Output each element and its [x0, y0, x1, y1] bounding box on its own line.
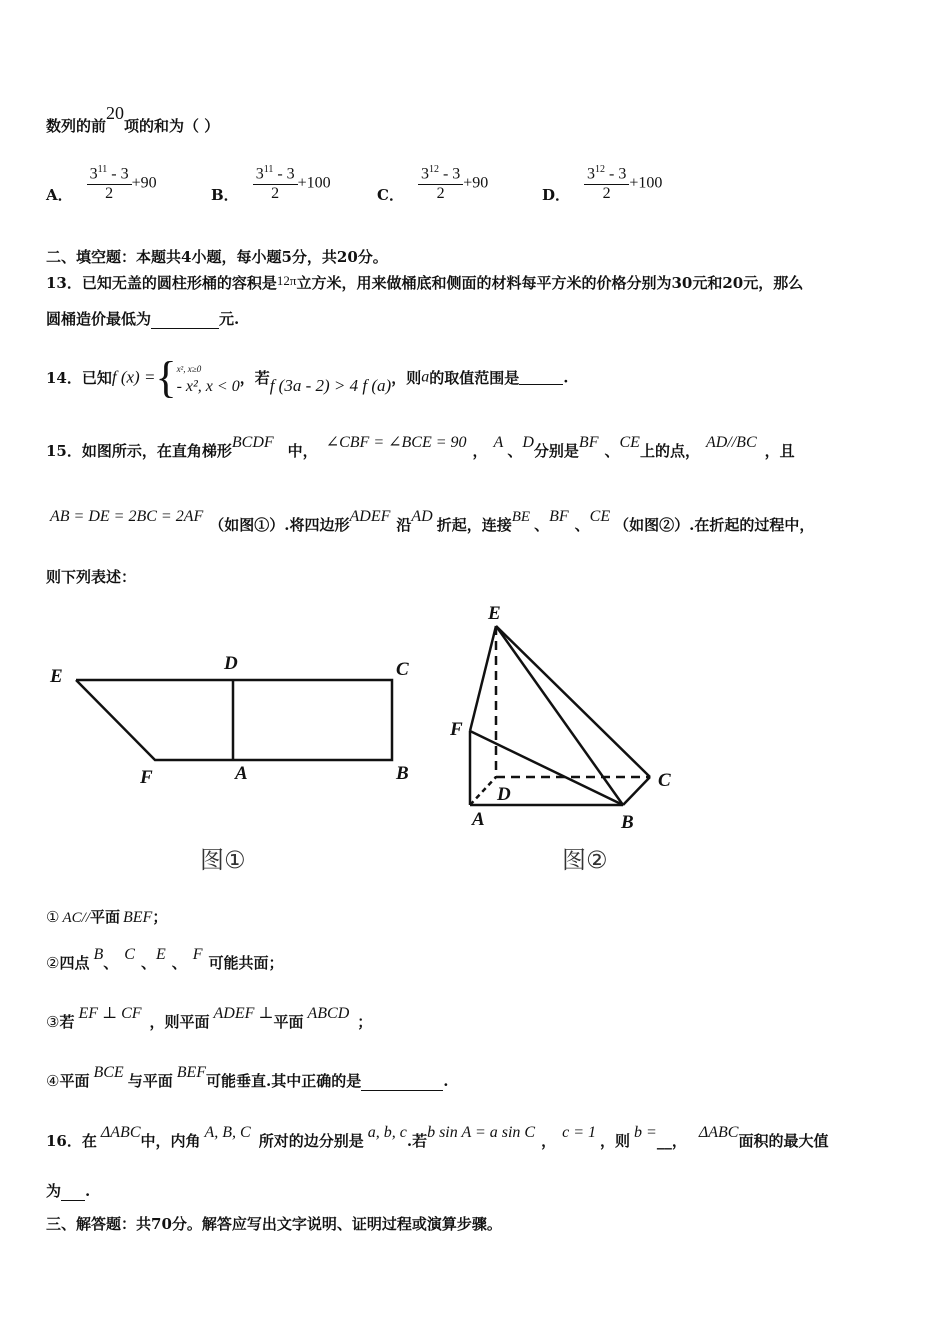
q15-comma1: ， — [472, 442, 488, 460]
q13-line2-end: 元. — [219, 310, 240, 328]
option-d-label: D． — [542, 186, 571, 204]
option-b-label: B． — [211, 186, 239, 204]
stmt1-end: ； — [152, 908, 168, 926]
q15-a: A — [493, 434, 504, 451]
q16-ruo: .若 — [406, 1132, 428, 1150]
option-d-tail: +100 — [629, 174, 663, 192]
option-a-base: 3 — [89, 165, 98, 183]
option-d-frac — [584, 164, 629, 202]
q15-dun3: 、 — [534, 516, 550, 534]
stmt2-e: E — [155, 946, 166, 963]
q15-ad-parallel: AD//BC — [705, 434, 757, 451]
q14-piecewise — [155, 352, 239, 403]
q14-answer-blank[interactable] — [519, 370, 563, 385]
stmt2-f: F — [192, 946, 203, 963]
stmt3-plane: 平面 — [273, 1013, 304, 1031]
stmt2-end: 可能共面； — [208, 954, 284, 972]
fig2-label-f: F — [450, 719, 463, 740]
q12-n: 20 — [106, 103, 125, 123]
stmt4-text: 可能垂直.其中正确的是 — [206, 1072, 362, 1090]
figure-2-lines — [470, 626, 650, 805]
stmt2-dun3: 、 — [171, 954, 187, 972]
q15-adef: ADEF — [349, 508, 391, 525]
fig2-label-a: A — [472, 809, 485, 830]
q12-stem — [46, 103, 220, 136]
stmt3-ruo: 若 — [59, 1013, 75, 1031]
stmt4-bef: BEF — [176, 1064, 207, 1081]
q15-line1 — [46, 434, 795, 461]
stmt4-end: . — [443, 1072, 449, 1090]
fig2-ef — [470, 626, 496, 731]
q16-sides: a, b, c — [367, 1124, 407, 1141]
q13-answer-blank[interactable] — [151, 314, 219, 329]
stmt3-then-plane: ，则平面 — [149, 1013, 210, 1031]
q15-intro: 15．如图所示，在直角梯形 — [46, 442, 232, 460]
q15-ad: AD — [411, 508, 433, 525]
q14-mid: ，若 — [239, 369, 270, 387]
option-d[interactable] — [542, 162, 662, 205]
q15-bf2: BF — [549, 508, 569, 525]
q16-b: b = — [634, 1124, 657, 1141]
option-a[interactable] — [46, 162, 157, 205]
q15-dun2: 、 — [604, 442, 620, 460]
fig1-label-e: E — [50, 666, 63, 687]
section-3-heading: 三、解答题：共70分。解答应写出文字说明、证明过程或演算步骤。 — [46, 1215, 502, 1233]
q13-post: 立方米，用来做桶底和侧面的材料每平方米的价格分别为30元和20元，那么 — [296, 274, 804, 292]
fig2-label-c: C — [658, 770, 671, 791]
option-b-frac — [253, 164, 298, 202]
option-a-label: A． — [46, 186, 73, 204]
q15-dun1: 、 — [507, 442, 523, 460]
fig2-caption: 图② — [562, 846, 608, 874]
statement-3 — [46, 1005, 373, 1032]
figure-1-lines — [76, 680, 392, 760]
q15-angles: ∠CBF = ∠BCE = 90 — [325, 434, 467, 451]
q13-line1 — [46, 272, 803, 293]
q15-bf: BF — [578, 434, 599, 451]
q12-stem-pre: 数列的前 — [46, 117, 107, 135]
option-a-minus: - 3 — [107, 165, 129, 183]
q15-line2 — [46, 508, 815, 535]
fig2-label-b: B — [621, 812, 634, 833]
q14-var-a: a — [421, 368, 430, 386]
q14-function: f (x) = — [111, 367, 156, 387]
q16-sides-text: 所对的边分别是 — [258, 1132, 364, 1150]
section-2-heading: 二、填空题：本题共4小题，每小题5分，共20分。 — [46, 248, 388, 266]
option-b-exp: 11 — [263, 164, 274, 176]
stmt1-num: ① — [46, 908, 60, 926]
q15-dun4: 、 — [574, 516, 590, 534]
q13-line2-text: 圆桶造价最低为 — [46, 310, 152, 328]
stmt1-ac: AC// — [62, 910, 90, 926]
stmt1-plane: 平面 — [89, 908, 120, 926]
q15-shangdian: 上的点， — [639, 442, 700, 460]
fig1-label-d: D — [224, 653, 238, 674]
option-c-den: 2 — [436, 184, 445, 202]
stmt3-end: ； — [357, 1013, 373, 1031]
statement-4 — [46, 1064, 449, 1091]
option-c-frac — [418, 164, 463, 202]
q15-be: BE — [511, 509, 531, 525]
option-d-exp: 12 — [595, 164, 606, 176]
stmt2-sidian: 四点 — [59, 954, 90, 972]
option-a-tail: +90 — [131, 174, 157, 192]
option-d-base: 3 — [587, 165, 596, 183]
q16-line1 — [46, 1124, 829, 1151]
q14-case2: - x², x < 0 — [176, 377, 240, 395]
q15-equalities: AB = DE = 2BC = 2AF — [50, 508, 204, 525]
q16-area-blank[interactable] — [61, 1186, 85, 1201]
option-b-minus: - 3 — [273, 165, 295, 183]
q15-d: D — [522, 434, 534, 451]
stmt4-bce: BCE — [93, 1064, 124, 1081]
option-d-minus: - 3 — [605, 165, 627, 183]
fig1-label-c: C — [396, 659, 409, 680]
q15-fold-text: （如图①）.将四边形 — [209, 516, 350, 534]
stmt1-bef: BEF — [122, 909, 153, 926]
q14-end: . — [563, 368, 569, 387]
option-c-exp: 12 — [428, 164, 439, 176]
option-c-tail: +90 — [463, 174, 489, 192]
q16-then: ，则 — [600, 1132, 631, 1150]
stmt2-num: ② — [46, 954, 60, 972]
option-b-tail: +100 — [297, 174, 331, 192]
q16-end: . — [85, 1182, 91, 1200]
stmt4-and-plane: 与平面 — [127, 1072, 173, 1090]
stmt2-dun1: 、 — [103, 954, 119, 972]
fig2-ad-dashed — [470, 777, 496, 805]
q16-intro: 16．在 — [46, 1132, 97, 1150]
q15-line3: 则下列表述： — [46, 568, 137, 586]
stmt4-num: ④ — [46, 1072, 60, 1090]
option-b-den: 2 — [271, 184, 280, 202]
option-c-label: C． — [377, 186, 404, 204]
q16-comma1: ， — [541, 1132, 557, 1150]
option-b[interactable] — [211, 162, 331, 205]
stmt3-ef-cf: EF ⊥ CF — [78, 1005, 142, 1022]
fig1-label-b: B — [396, 763, 409, 784]
q13-line2 — [46, 308, 239, 329]
stmt2-b: B — [93, 946, 104, 963]
stmt2-c: C — [124, 946, 135, 963]
option-d-den: 2 — [602, 184, 611, 202]
q15-fenbie: 分别是 — [533, 442, 579, 460]
q16-triangle2: ΔABC — [698, 1124, 739, 1141]
fig2-bc — [623, 777, 650, 805]
q14-line — [46, 352, 568, 403]
fig2-label-d: D — [497, 784, 511, 805]
q14-post: ，则 — [391, 369, 422, 387]
q14-inequality: f (3a - 2) > 4 f (a) — [269, 375, 392, 395]
q16-line2 — [46, 1180, 90, 1201]
q15-connect: 折起，连接 — [436, 516, 512, 534]
option-c-minus: - 3 — [438, 165, 461, 183]
q15-ce2: CE — [589, 508, 611, 525]
q15-bcdf: BCDF — [231, 434, 274, 451]
stmt2-dun2: 、 — [140, 954, 156, 972]
statement-2 — [46, 946, 284, 973]
q14-pre: 14．已知 — [46, 369, 112, 387]
option-b-base: 3 — [255, 165, 264, 183]
q16-abc: A, B, C — [204, 1124, 251, 1141]
q16-wei: 为 — [46, 1182, 62, 1200]
q15-qie: ，且 — [764, 442, 795, 460]
statement-1 — [46, 906, 167, 927]
fig2-label-e: E — [488, 603, 501, 624]
q16-angles-text: 中，内角 — [140, 1132, 201, 1150]
fig2-fb — [470, 731, 623, 805]
fig1-label-a: A — [235, 763, 248, 784]
q16-condition: b sin A = a sin C — [427, 1124, 536, 1141]
q16-b-blank[interactable]: __， — [656, 1132, 687, 1150]
option-a-den: 2 — [105, 184, 114, 202]
fig1-label-f: F — [140, 767, 153, 788]
q16-area-text: 面积的最大值 — [738, 1132, 829, 1150]
stmt3-num: ③ — [46, 1013, 60, 1031]
option-a-exp: 11 — [97, 164, 108, 176]
q14-post2: 的取值范围是 — [429, 369, 520, 387]
q13-pre: 13．已知无盖的圆柱形桶的容积是 — [46, 274, 277, 292]
stmt3-adef: ADEF ⊥ — [213, 1005, 274, 1022]
fig1-caption: 图① — [200, 846, 246, 874]
option-a-frac — [87, 164, 132, 202]
q15-yan: 沿 — [396, 516, 412, 534]
stmt4-plane: 平面 — [59, 1072, 90, 1090]
q15-answer-blank[interactable] — [361, 1076, 443, 1091]
q16-triangle: ΔABC — [100, 1124, 141, 1141]
q14-brace-icon: { — [155, 353, 177, 402]
option-c[interactable] — [377, 162, 488, 205]
q15-zhong: 中， — [287, 442, 318, 460]
q15-fold-end: （如图②）.在折起的过程中， — [614, 516, 815, 534]
option-c-base: 3 — [420, 165, 429, 183]
q15-ce: CE — [619, 434, 640, 451]
q12-stem-post: 项的和为（ ） — [124, 117, 220, 135]
q13-volume: 12π — [276, 273, 297, 288]
figure-2 — [440, 595, 690, 880]
stmt3-abcd: ABCD — [307, 1005, 350, 1022]
figure-1 — [40, 640, 430, 880]
q14-case1: x², x≥0 — [176, 363, 202, 374]
q16-c: c = 1 — [562, 1124, 597, 1141]
